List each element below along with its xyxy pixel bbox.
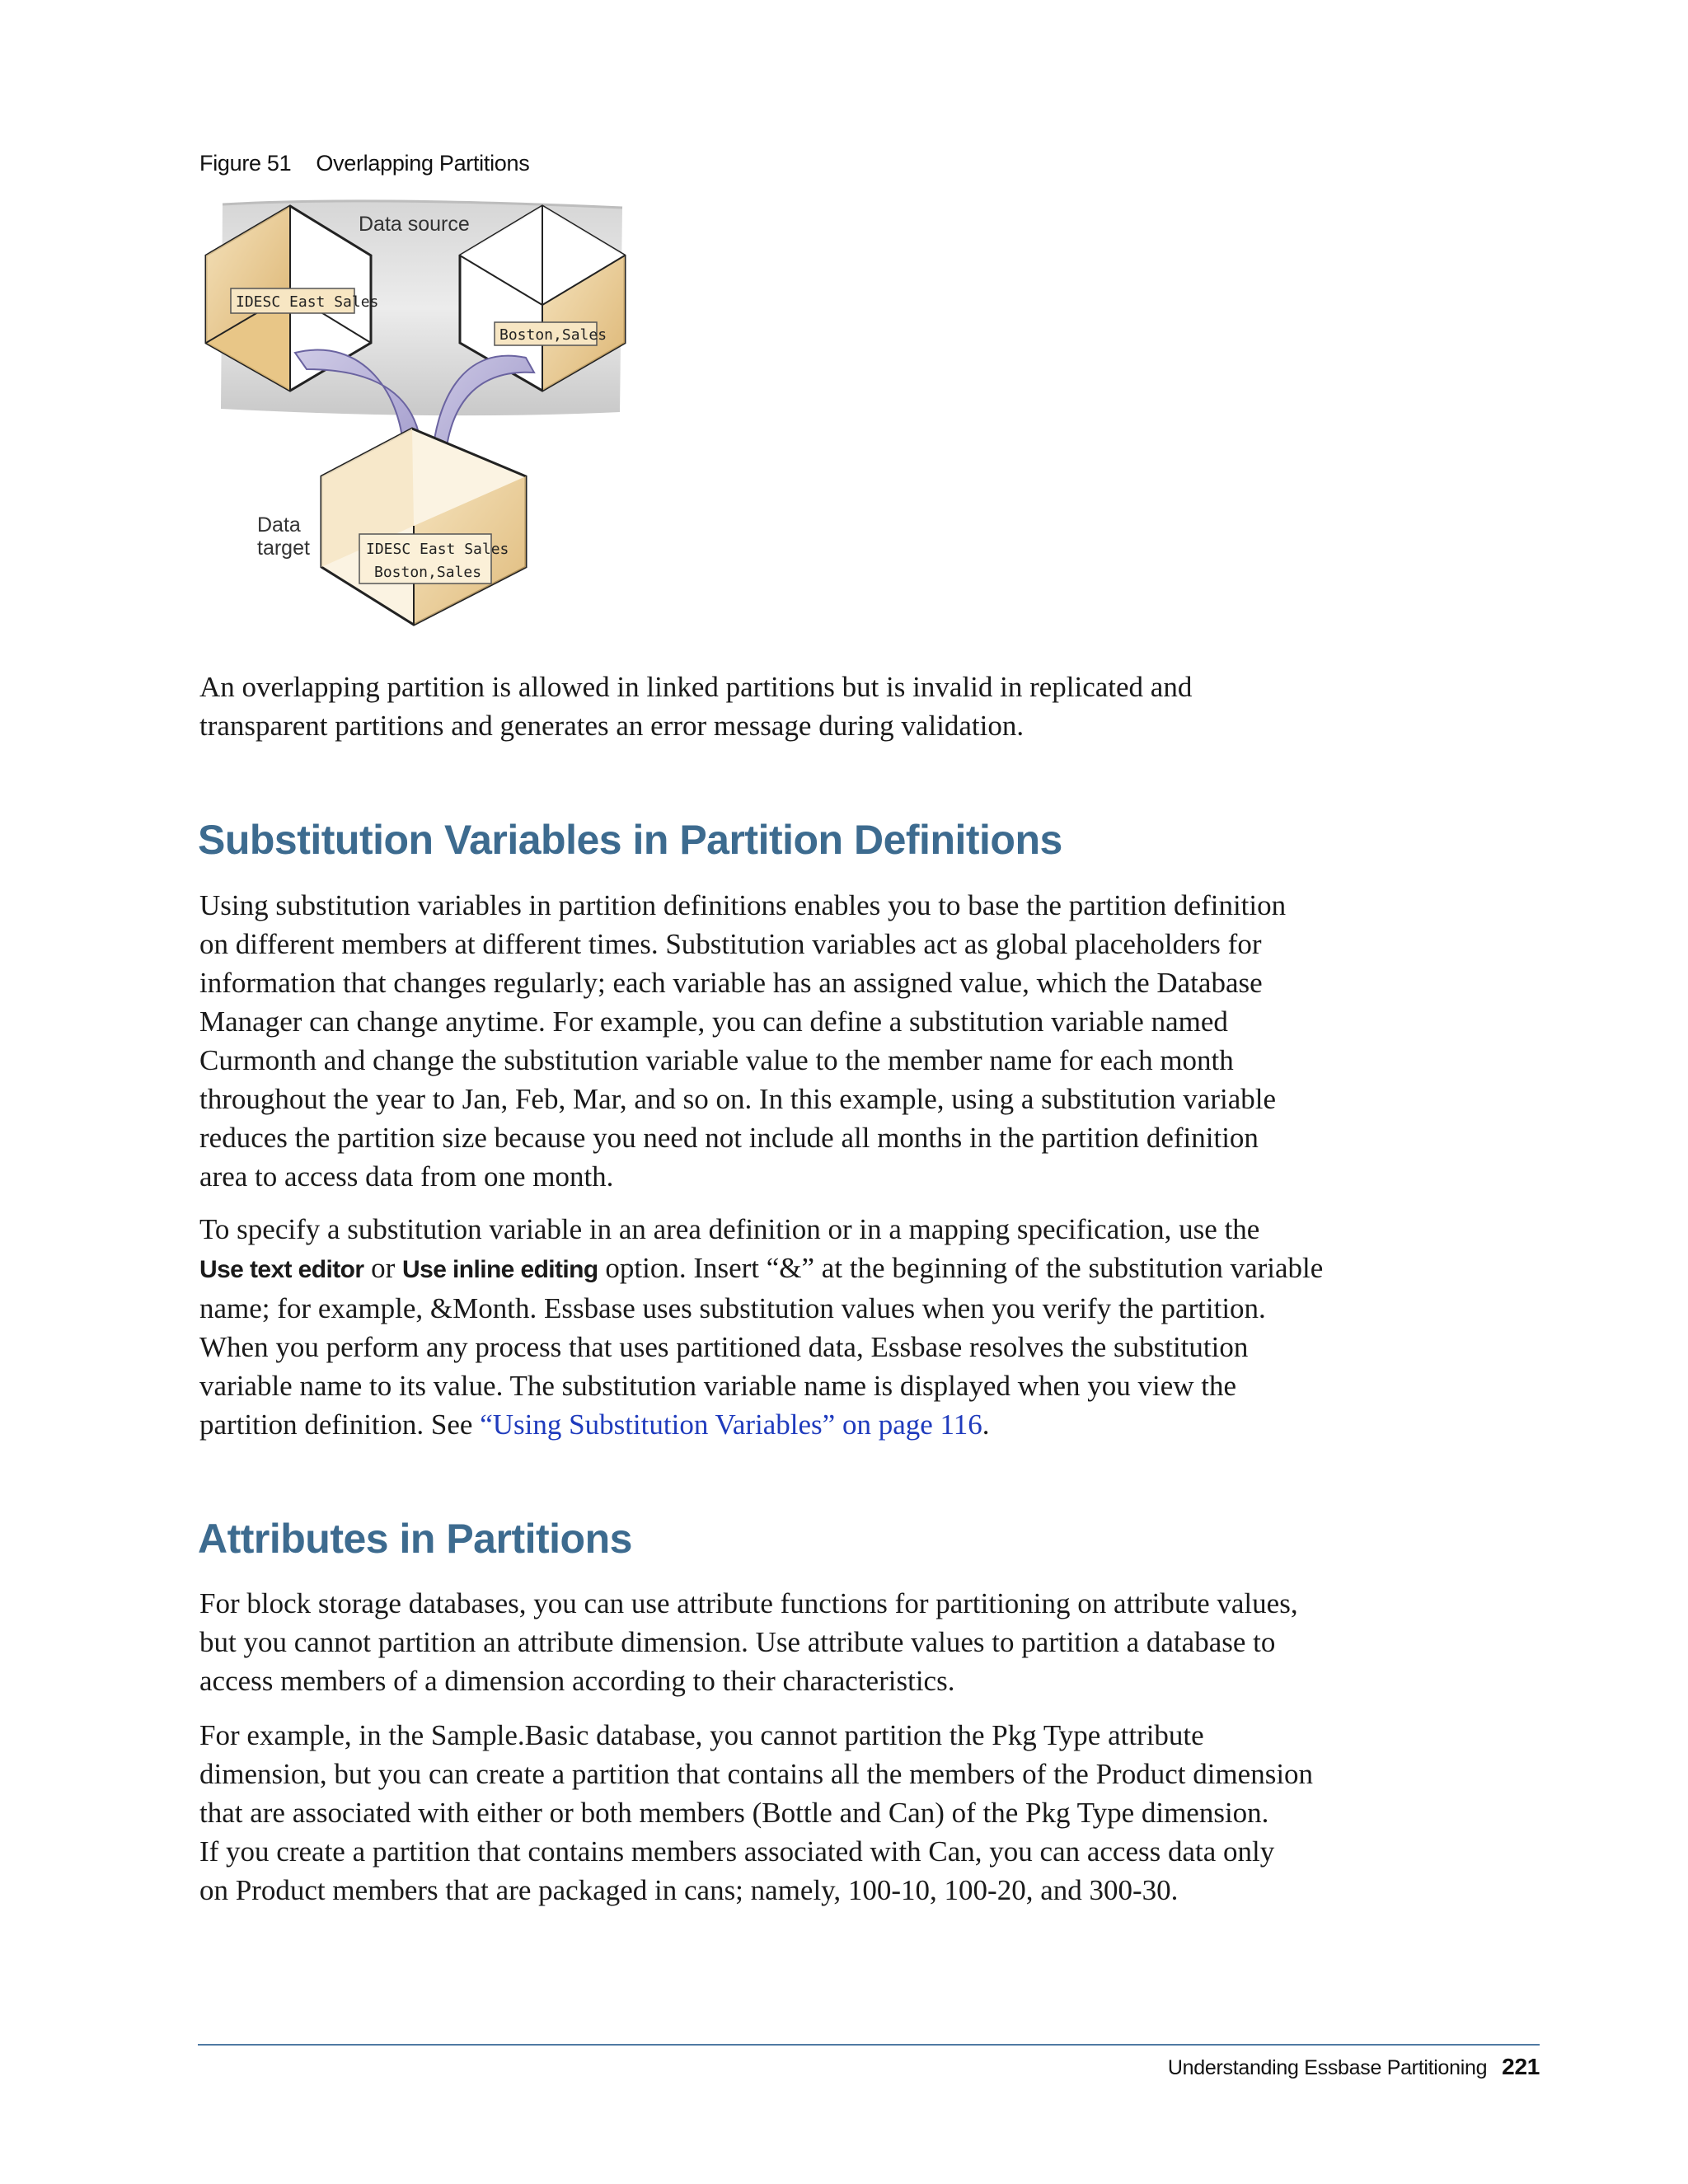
text-line: To specify a substitution variable in an area definition or in a mapping specification, use the bbox=[199, 1213, 1260, 1245]
overlapping-partitions-figure bbox=[198, 196, 659, 633]
intro-paragraph bbox=[199, 668, 1353, 745]
figure-caption bbox=[199, 151, 529, 176]
use-inline-editing-term: Use inline editing bbox=[402, 1256, 598, 1283]
footer-rule bbox=[198, 2044, 1540, 2046]
data-source-label: Data source bbox=[359, 213, 470, 236]
data-target-label-line2: target bbox=[257, 537, 310, 560]
use-text-editor-term: Use text editor bbox=[199, 1256, 364, 1283]
figure-number: Figure 51 bbox=[199, 151, 292, 176]
text-line: Manager can change anytime. For example, you can define a substitution variable named bbox=[199, 1005, 1228, 1038]
text-line: When you perform any process that uses partitioned data, Essbase resolves the substitution bbox=[199, 1331, 1249, 1363]
text-line: on Product members that are packaged in cans; namely, 100-10, 100-20, and 300-30. bbox=[199, 1874, 1179, 1906]
text-line: throughout the year to Jan, Feb, Mar, and so on. In this example, using a substitution variable bbox=[199, 1083, 1277, 1115]
substitution-paragraph-2 bbox=[199, 1210, 1353, 1444]
substitution-variables-link[interactable]: “Using Substitution Variables” on page 116 bbox=[480, 1408, 982, 1441]
target-cube-label-line1: IDESC East Sales bbox=[366, 541, 509, 558]
substitution-paragraph-1 bbox=[199, 886, 1353, 1196]
text-line: name; for example, &Month. Essbase uses substitution values when you verify the partition. bbox=[199, 1292, 1266, 1324]
intro-line-2: transparent partitions and generates an error message during validation. bbox=[199, 710, 1025, 742]
partition-diagram bbox=[198, 196, 659, 633]
text-line: partition definition. See bbox=[199, 1408, 481, 1441]
attributes-paragraph-2 bbox=[199, 1716, 1353, 1910]
right-cube-label: Boston,Sales bbox=[499, 326, 607, 344]
attributes-paragraph-1 bbox=[199, 1584, 1353, 1700]
figure-title: Overlapping Partitions bbox=[316, 151, 530, 176]
text-line: access members of a dimension according to their characteristics. bbox=[199, 1665, 955, 1697]
section-heading-attributes: Attributes in Partitions bbox=[198, 1516, 632, 1562]
intro-line-1: An overlapping partition is allowed in linked partitions but is invalid in replicated and bbox=[199, 671, 1193, 703]
page-number: 221 bbox=[1502, 2054, 1540, 2079]
section-heading-substitution-variables: Substitution Variables in Partition Definitions bbox=[198, 817, 1062, 863]
target-cube-label-line2: Boston,Sales bbox=[374, 564, 482, 581]
left-cube-label: IDESC East Sales bbox=[236, 293, 379, 311]
text-line: For block storage databases, you can use attribute functions for partitioning on attribute values, bbox=[199, 1587, 1298, 1619]
chapter-title: Understanding Essbase Partitioning bbox=[1167, 2056, 1488, 2079]
page-footer bbox=[1168, 2054, 1540, 2080]
text-period: . bbox=[982, 1408, 990, 1441]
text-line: variable name to its value. The substitution variable name is displayed when you view the bbox=[199, 1370, 1237, 1402]
data-target-label-line1: Data bbox=[257, 513, 301, 537]
text-line: information that changes regularly; each variable has an assigned value, which the Database bbox=[199, 967, 1263, 999]
text-line: dimension, but you can create a partition that contains all the members of the Product dimension bbox=[199, 1758, 1314, 1790]
text-line: reduces the partition size because you need not include all months in the partition definition bbox=[199, 1122, 1259, 1154]
text-line: For example, in the Sample.Basic database, you cannot partition the Pkg Type attribute bbox=[199, 1719, 1204, 1751]
target-cube bbox=[321, 429, 526, 625]
text-line: Using substitution variables in partition definitions enables you to base the partition definition bbox=[199, 889, 1287, 921]
text-line: area to access data from one month. bbox=[199, 1160, 614, 1193]
text-line: option. Insert “&” at the beginning of the substitution variable bbox=[598, 1252, 1324, 1284]
text-line: If you create a partition that contains members associated with Can, you can access data only bbox=[199, 1835, 1275, 1868]
text-line: on different members at different times. Substitution variables act as global placeholders for bbox=[199, 928, 1262, 960]
text-line: Curmonth and change the substitution variable value to the member name for each month bbox=[199, 1044, 1234, 1076]
text-connector: or bbox=[363, 1252, 403, 1284]
text-line: that are associated with either or both members (Bottle and Can) of the Pkg Type dimension. bbox=[199, 1797, 1269, 1829]
text-line: but you cannot partition an attribute dimension. Use attribute values to partition a database to bbox=[199, 1626, 1276, 1658]
